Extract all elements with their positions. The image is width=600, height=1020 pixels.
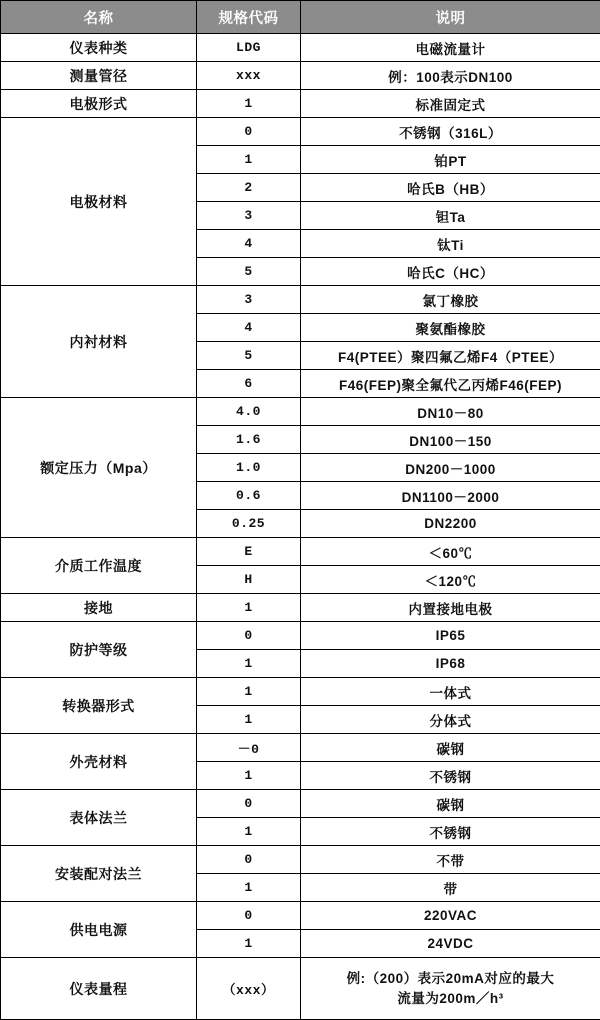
row-group-name: 转换器形式 xyxy=(1,678,197,734)
spec-description-cell: 一体式 xyxy=(301,678,600,706)
table-row xyxy=(1,286,600,314)
row-group-name: 安装配对法兰 xyxy=(1,846,197,902)
spec-description-cell: DN100－150 xyxy=(301,426,600,454)
spec-description-cell: 哈氏C（HC） xyxy=(301,258,600,286)
spec-description-cell: 220VAC xyxy=(301,902,600,930)
table-row xyxy=(1,958,600,1020)
spec-code-cell: 4 xyxy=(197,230,301,258)
spec-description-cell: 24VDC xyxy=(301,930,600,958)
spec-description-cell: 标准固定式 xyxy=(301,90,600,118)
spec-description-cell: 不锈钢 xyxy=(301,818,600,846)
spec-code-cell: （xxx） xyxy=(197,958,301,1020)
spec-description-cell: 不带 xyxy=(301,846,600,874)
spec-description-cell: DN1100－2000 xyxy=(301,482,600,510)
spec-description-cell: ＜60℃ xyxy=(301,538,600,566)
spec-description-cell: 钛Ti xyxy=(301,230,600,258)
spec-code-cell: LDG xyxy=(197,34,301,62)
spec-description-cell: IP68 xyxy=(301,650,600,678)
spec-code-cell: 3 xyxy=(197,286,301,314)
spec-code-cell: －0 xyxy=(197,734,301,762)
row-group-name: 测量管径 xyxy=(1,62,197,90)
row-group-name: 防护等级 xyxy=(1,622,197,678)
spec-code-cell: 1 xyxy=(197,706,301,734)
spec-code-cell: 3 xyxy=(197,202,301,230)
spec-description-cell: 碳钢 xyxy=(301,790,600,818)
spec-code-cell: 1.6 xyxy=(197,426,301,454)
table-row xyxy=(1,622,600,650)
spec-description-cell: 氯丁橡胶 xyxy=(301,286,600,314)
spec-code-cell: 6 xyxy=(197,370,301,398)
spec-description-cell: 碳钢 xyxy=(301,734,600,762)
spec-code-cell: 2 xyxy=(197,174,301,202)
table-row xyxy=(1,90,600,118)
spec-description-cell: 分体式 xyxy=(301,706,600,734)
spec-code-cell: 0 xyxy=(197,622,301,650)
spec-code-cell: 0 xyxy=(197,846,301,874)
spec-code-cell: 1 xyxy=(197,90,301,118)
spec-code-cell: 1 xyxy=(197,594,301,622)
row-group-name: 仪表种类 xyxy=(1,34,197,62)
spec-description-cell: DN10－80 xyxy=(301,398,600,426)
spec-code-cell: 0.25 xyxy=(197,510,301,538)
table-header xyxy=(1,1,600,34)
spec-code-cell: 4.0 xyxy=(197,398,301,426)
spec-description-cell: 电磁流量计 xyxy=(301,34,600,62)
table-row xyxy=(1,62,600,90)
spec-description-cell: ＜120℃ xyxy=(301,566,600,594)
spec-code-cell: 1 xyxy=(197,678,301,706)
header-row xyxy=(1,1,600,34)
spec-code-cell: 1 xyxy=(197,762,301,790)
spec-code-cell: 0 xyxy=(197,902,301,930)
row-group-name: 仪表量程 xyxy=(1,958,197,1020)
table-row xyxy=(1,398,600,426)
spec-description-cell: 例：100表示DN100 xyxy=(301,62,600,90)
spec-code-cell: xxx xyxy=(197,62,301,90)
spec-code-cell: 1 xyxy=(197,818,301,846)
row-group-name: 额定压力（Mpa） xyxy=(1,398,197,538)
spec-description-cell: 不锈钢 xyxy=(301,762,600,790)
row-group-name: 电极材料 xyxy=(1,118,197,286)
table-row xyxy=(1,538,600,566)
description-line: 例:（200）表示20mA对应的最大 xyxy=(301,969,600,989)
row-group-name: 外壳材料 xyxy=(1,734,197,790)
spec-description-cell xyxy=(301,958,600,1020)
spec-code-cell: 4 xyxy=(197,314,301,342)
spec-code-cell: 0 xyxy=(197,790,301,818)
row-group-name: 内衬材料 xyxy=(1,286,197,398)
table-row xyxy=(1,594,600,622)
spec-description-cell: F46(FEP)聚全氟代乙丙烯F46(FEP) xyxy=(301,370,600,398)
spec-description-cell: IP65 xyxy=(301,622,600,650)
table-row xyxy=(1,790,600,818)
spec-code-cell: 0.6 xyxy=(197,482,301,510)
spec-description-cell: 不锈钢（316L） xyxy=(301,118,600,146)
spec-code-cell: 5 xyxy=(197,258,301,286)
spec-description-cell: 带 xyxy=(301,874,600,902)
spec-code-cell: H xyxy=(197,566,301,594)
spec-code-cell: 5 xyxy=(197,342,301,370)
spec-description-cell: DN200－1000 xyxy=(301,454,600,482)
header-code: 规格代码 xyxy=(197,1,301,34)
spec-description-cell: 钽Ta xyxy=(301,202,600,230)
spec-description-cell: 内置接地电极 xyxy=(301,594,600,622)
spec-description-cell: 聚氨酯橡胶 xyxy=(301,314,600,342)
description-lines xyxy=(301,969,600,1008)
spec-description-cell: 哈氏B（HB） xyxy=(301,174,600,202)
header-name: 名称 xyxy=(1,1,197,34)
spec-code-cell: 0 xyxy=(197,118,301,146)
row-group-name: 电极形式 xyxy=(1,90,197,118)
spec-code-cell: 1 xyxy=(197,930,301,958)
table-row xyxy=(1,734,600,762)
row-group-name: 介质工作温度 xyxy=(1,538,197,594)
spec-code-cell: 1 xyxy=(197,874,301,902)
table-row xyxy=(1,902,600,930)
spec-description-cell: F4(PTEE）聚四氟乙烯F4（PTEE） xyxy=(301,342,600,370)
header-description: 说明 xyxy=(301,1,600,34)
spec-code-cell: 1 xyxy=(197,650,301,678)
spec-description-cell: DN2200 xyxy=(301,510,600,538)
row-group-name: 表体法兰 xyxy=(1,790,197,846)
spec-code-cell: 1.0 xyxy=(197,454,301,482)
spec-description-cell: 铂PT xyxy=(301,146,600,174)
row-group-name: 接地 xyxy=(1,594,197,622)
table-row xyxy=(1,678,600,706)
table-row xyxy=(1,846,600,874)
row-group-name: 供电电源 xyxy=(1,902,197,958)
table-row xyxy=(1,34,600,62)
table-row xyxy=(1,118,600,146)
description-line: 流量为200m／h³ xyxy=(301,989,600,1009)
table-body xyxy=(1,34,600,1020)
spec-code-cell: E xyxy=(197,538,301,566)
spec-code-cell: 1 xyxy=(197,146,301,174)
